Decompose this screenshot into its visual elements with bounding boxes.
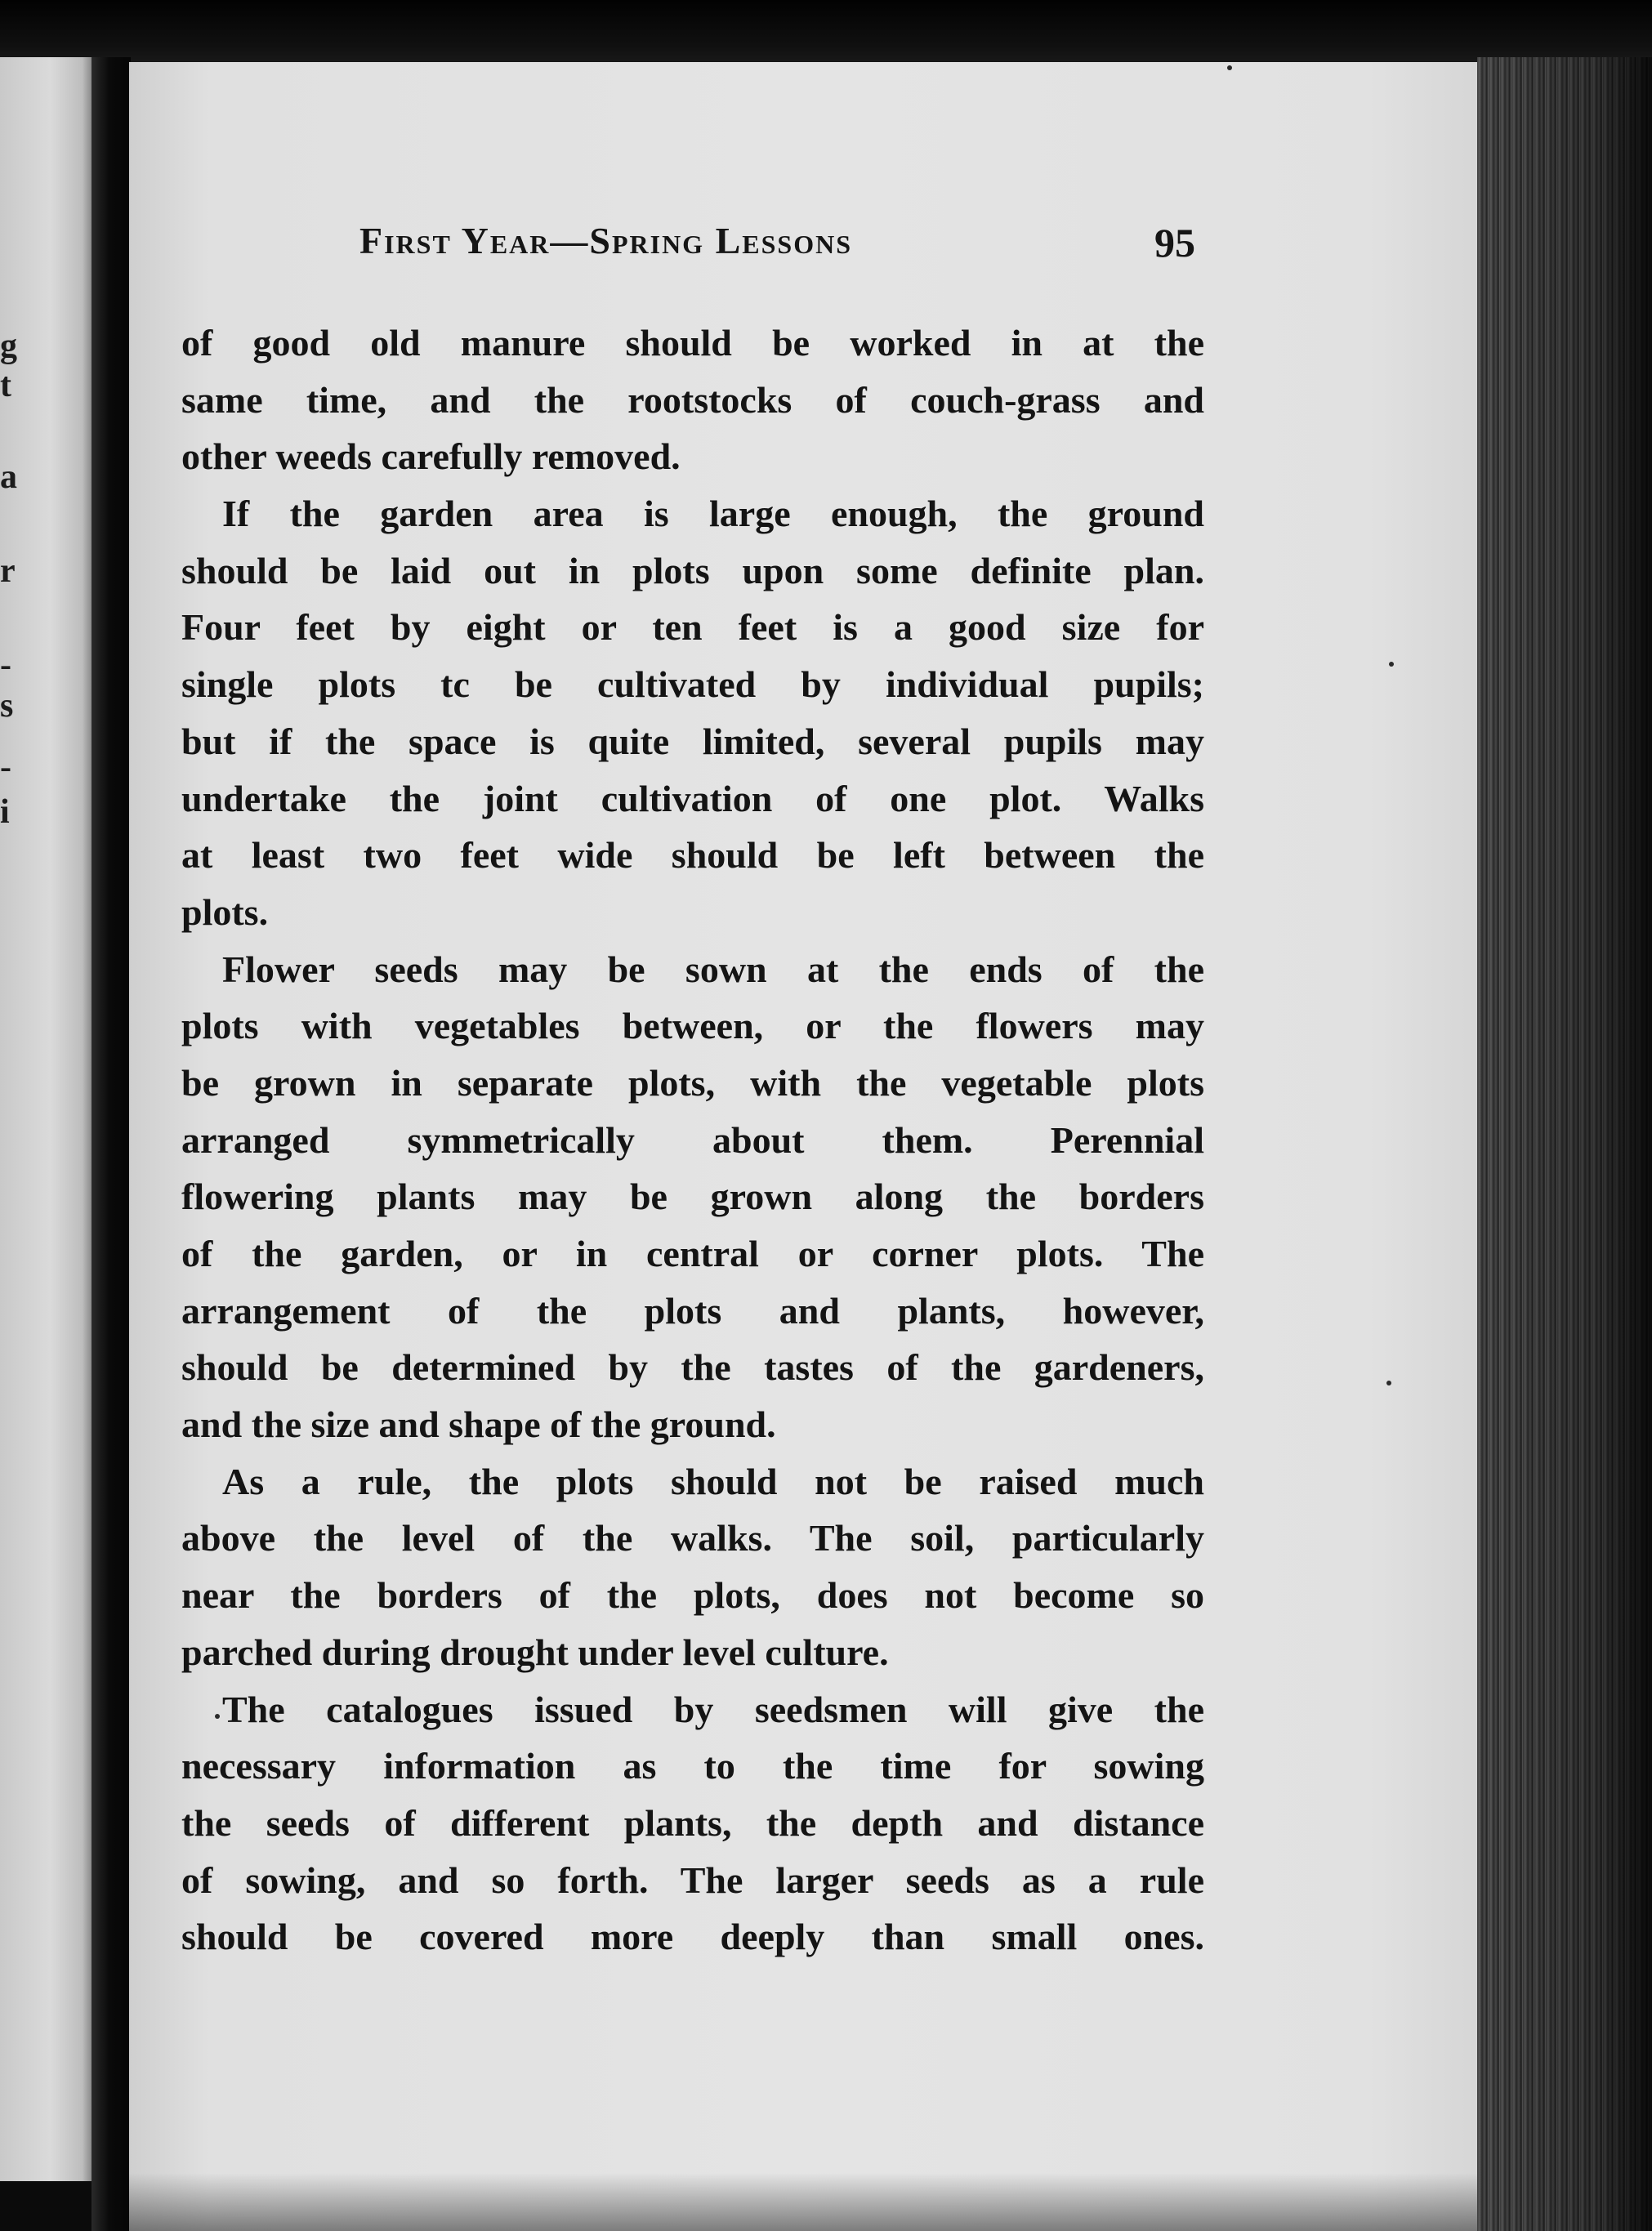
print-speck — [1386, 1381, 1391, 1385]
text-line: above the level of the walks. The soil, particularly — [181, 1517, 1204, 1559]
paragraph — [181, 315, 1204, 485]
text-line: Four feet by eight or ten feet is a good size for — [181, 606, 1204, 649]
text-line: should be determined by the tastes of the gardeners, — [181, 1346, 1204, 1389]
facing-letter: r — [0, 552, 16, 590]
facing-letter: - — [0, 748, 11, 786]
text-line: and the size and shape of the ground. — [181, 1403, 776, 1446]
text-line: but if the space is quite limited, several pupils may — [181, 720, 1204, 762]
text-line: at least two feet wide should be left between the — [181, 834, 1204, 877]
page-number: 95 — [1154, 220, 1195, 265]
text-line: of good old manure should be worked in at the — [181, 322, 1204, 364]
text-line: other weeds carefully removed. — [181, 435, 681, 478]
text-line: As a rule, the plots should not be raised much — [222, 1460, 1204, 1502]
text-line: necessary information as to the time for sowing — [181, 1745, 1204, 1787]
bottom-shadow — [129, 2173, 1477, 2231]
page-stack-edge — [1477, 57, 1652, 2231]
text-line: arrangement of the plots and plants, however, — [181, 1289, 1204, 1332]
facing-page-edge — [0, 57, 92, 2181]
print-speck — [1227, 65, 1232, 70]
text-line: of sowing, and so forth. The larger seeds as a rule — [181, 1858, 1204, 1901]
text-line: Flower seeds may be sown at the ends of the — [222, 948, 1204, 990]
text-line: plots. — [181, 890, 269, 933]
text-line: undertake the joint cultivation of one plot. Walks — [181, 777, 1204, 819]
text-line: parched during drought under level culture. — [181, 1631, 889, 1673]
book-gutter — [92, 57, 131, 2231]
facing-letter: g — [0, 328, 17, 365]
print-speck — [1389, 662, 1394, 667]
text-line: single plots tc be cultivated by individual pupils; — [181, 663, 1204, 706]
facing-letter: a — [0, 458, 17, 496]
facing-letter: s — [0, 687, 14, 725]
running-head: First Year—Spring Lessons — [359, 220, 852, 261]
text-line: be grown in separate plots, with the vegetable plots — [181, 1061, 1204, 1104]
top-shadow — [0, 0, 1652, 65]
text-line: the seeds of different plants, the depth and distance — [181, 1801, 1204, 1844]
body-text — [181, 315, 1204, 1966]
facing-letter: - — [0, 646, 11, 684]
paragraph — [181, 1453, 1204, 1681]
text-line: If the garden area is large enough, the ground — [222, 493, 1204, 535]
print-speck — [215, 1714, 220, 1719]
text-line: plots with vegetables between, or the flowers may — [181, 1005, 1204, 1047]
paragraph — [181, 941, 1204, 1453]
text-line: should be laid out in plots upon some definite plan. — [181, 549, 1204, 591]
text-line: same time, and the rootstocks of couch-grass and — [181, 378, 1204, 421]
text-line: arranged symmetrically about them. Perennial — [181, 1118, 1204, 1161]
text-line: flowering plants may be grown along the borders — [181, 1176, 1204, 1218]
text-line: The catalogues issued by seedsmen will give the — [222, 1688, 1204, 1730]
text-line: should be covered more deeply than small ones. — [181, 1916, 1204, 1958]
paragraph — [181, 1681, 1204, 1966]
text-line: near the borders of the plots, does not become so — [181, 1574, 1204, 1617]
text-line: of the garden, or in central or corner plots. The — [181, 1233, 1204, 1274]
facing-letter: t — [0, 367, 11, 404]
facing-letter: i — [0, 793, 10, 831]
paragraph — [181, 485, 1204, 941]
